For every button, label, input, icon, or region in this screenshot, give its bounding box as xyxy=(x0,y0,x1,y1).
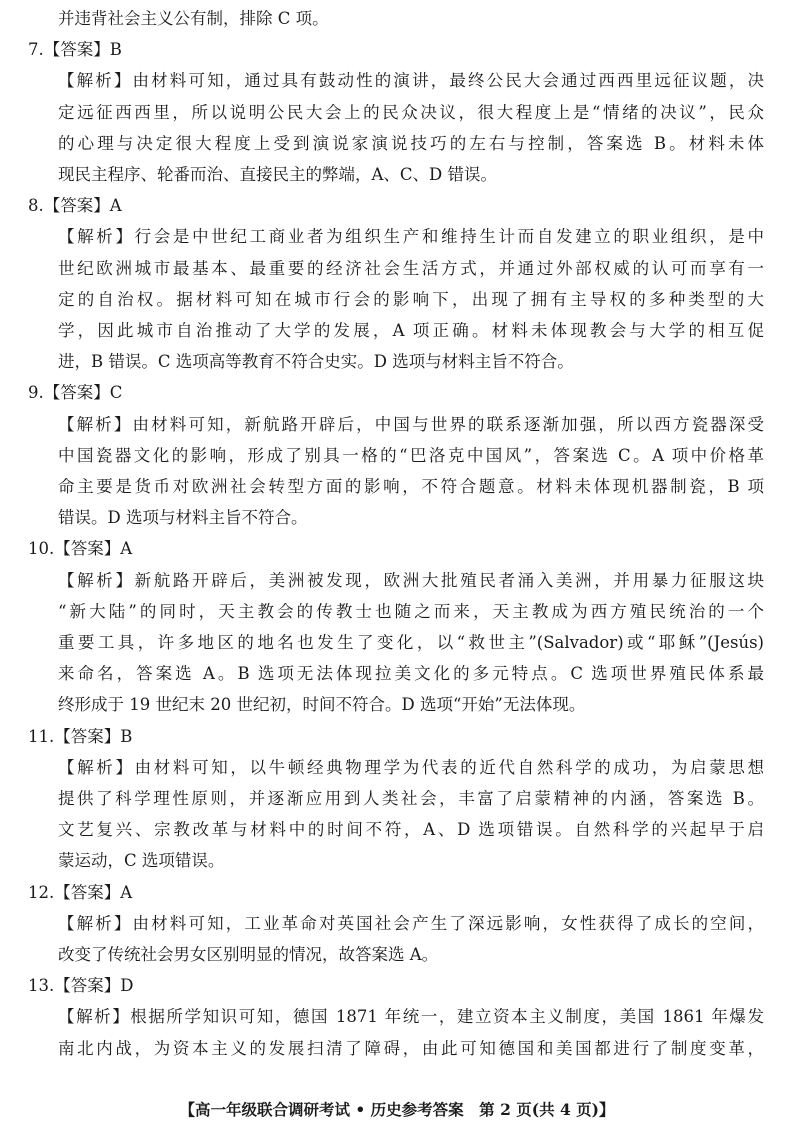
analysis-line: 学，因此城市自治推动了大学的发展，A 项正确。材料未体现教会与大学的相互促 xyxy=(58,321,764,340)
analysis-line: 终形成于 19 世纪末 20 世纪初，时间不符合。D 选项“开始”无法体现。 xyxy=(58,695,586,715)
analysis-line: 错误。D 选项与材料主旨不符合。 xyxy=(58,508,308,528)
answer-heading: 12.【答案】A xyxy=(28,882,133,902)
analysis-line: 世纪欧洲城市最基本、最重要的经济社会生活方式，并通过外部权威的认可而享有一 xyxy=(58,258,764,278)
answer-heading: 9.【答案】C xyxy=(28,383,123,403)
analysis-line: 进，B 错误。C 选项高等教育不符合史实。D 选项与材料主旨不符合。 xyxy=(58,352,574,372)
analysis-line: 的心理与决定很大程度上受到演说家演说技巧的左右与控制，答案选 B。材料未体 xyxy=(58,133,764,153)
analysis-line: 【解析】由材料可知，新航路开辟后，中国与世界的联系逐渐加强，所以西方瓷器深受 xyxy=(58,414,764,434)
analysis-line: 改变了传统社会男女区别明显的情况，故答案选 A。 xyxy=(58,945,439,964)
analysis-line: 【解析】由材料可知，工业革命对英国社会产生了深远影响，女性获得了成长的空间， xyxy=(58,913,764,933)
answer-heading: 11.【答案】B xyxy=(28,726,133,746)
page-footer: 【高一年级联合调研考试 • 历史参考答案 第 2 页(共 4 页)】 xyxy=(179,1100,615,1119)
answer-heading: 7.【答案】B xyxy=(28,40,122,60)
answer-heading: 13.【答案】D xyxy=(28,976,134,996)
analysis-line: 重要工具，许多地区的地名也发生了变化，以“救世主”(Salvador)或“耶稣”(Jesús) xyxy=(58,633,764,652)
analysis-line: 命主要是货币对欧洲社会转型方面的影响，不符合题意。材料未体现机器制瓷，B 项 xyxy=(58,477,764,496)
analysis-line: 南北内战，为资本主义的发展扫清了障碍，由此可知德国和美国都进行了制度变革， xyxy=(58,1038,764,1058)
analysis-line: 文艺复兴、宗教改革与材料中的时间不符，A、D 选项错误。自然科学的兴起早于启 xyxy=(58,820,764,840)
answer-heading: 10.【答案】A xyxy=(28,539,133,559)
analysis-line: 【解析】根据所学知识可知，德国 1871 年统一，建立资本主义制度，美国 1861 年爆发 xyxy=(58,1007,764,1027)
analysis-line: 来命名，答案选 A。B 选项无法体现拉美文化的多元特点。C 选项世界殖民体系最 xyxy=(58,664,764,684)
analysis-line: 【解析】新航路开辟后，美洲被发现，欧洲大批殖民者涌入美洲，并用暴力征服这块 xyxy=(58,570,764,590)
analysis-line: 定的自治权。据材料可知在城市行会的影响下，出现了拥有主导权的多种类型的大 xyxy=(58,289,764,309)
analysis-line: 蒙运动，C 选项错误。 xyxy=(58,851,225,871)
answer-heading: 8.【答案】A xyxy=(28,196,122,216)
analysis-line: 中国瓷器文化的影响，形成了别具一格的“巴洛克中国风”，答案选 C。A 项中价格革 xyxy=(58,445,764,465)
analysis-line: 定远征西西里，所以说明公民大会上的民众决议，很大程度上是“情绪的决议”，民众 xyxy=(58,102,764,122)
analysis-line: 并违背社会主义公有制，排除 C 项。 xyxy=(58,9,329,28)
analysis-line: 提供了科学理性原则，并逐渐应用到人类社会，丰富了启蒙精神的内涵，答案选 B。 xyxy=(58,789,764,808)
analysis-line: “新大陆”的同时，天主教会的传教士也随之而来，天主教成为西方殖民统治的一个 xyxy=(58,601,764,621)
analysis-line: 现民主程序、轮番而治、直接民主的弊端，A、C、D 错误。 xyxy=(58,165,498,184)
analysis-line: 【解析】由材料可知，以牛顿经典物理学为代表的近代自然科学的成功，为启蒙思想 xyxy=(58,757,764,777)
analysis-line: 【解析】由材料可知，通过具有鼓动性的演讲，最终公民大会通过西西里远征议题，决 xyxy=(58,71,764,91)
analysis-line: 【解析】行会是中世纪工商业者为组织生产和维持生计而自发建立的职业组织，是中 xyxy=(58,227,764,247)
